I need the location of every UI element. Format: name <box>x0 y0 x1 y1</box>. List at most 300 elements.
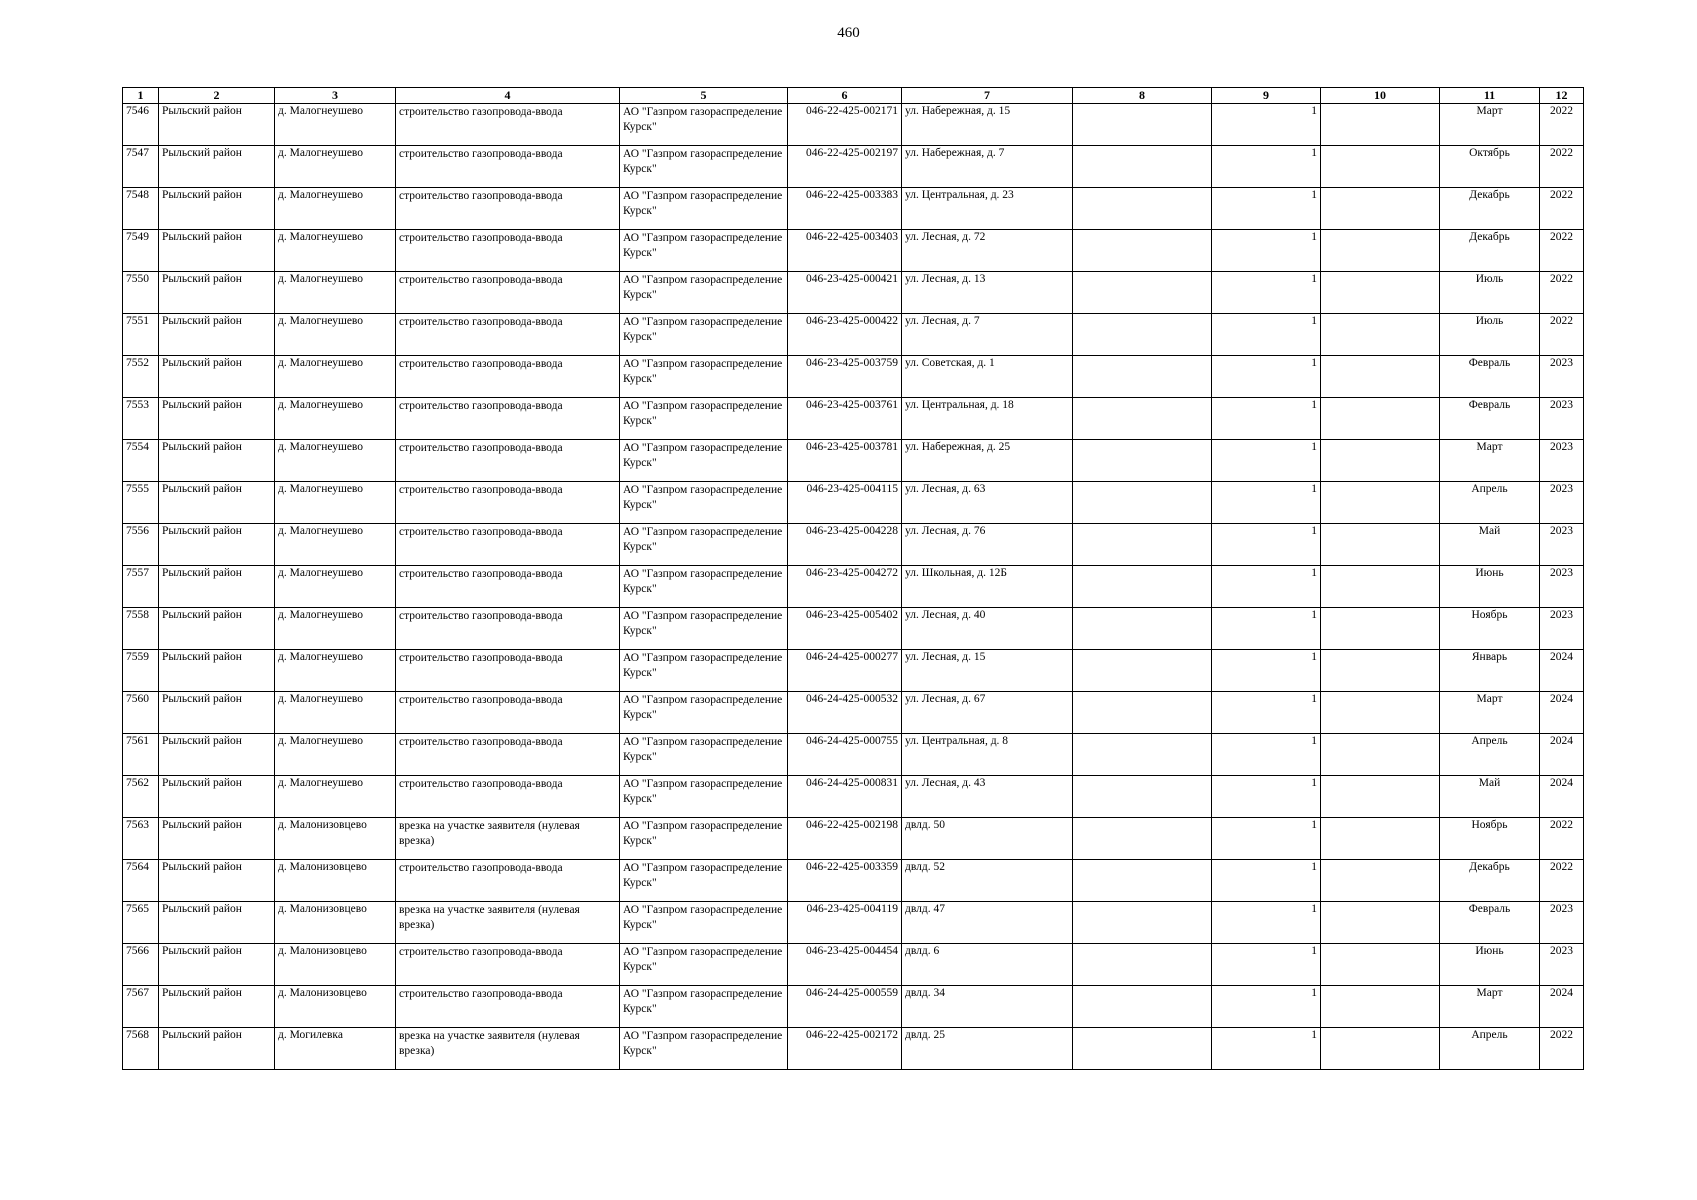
application-code-cell: 046-22-425-003403 <box>788 230 902 272</box>
column-8-cell <box>1073 230 1212 272</box>
work-type-cell: строительство газопровода-ввода <box>396 356 620 398</box>
work-type-cell: врезка на участке заявителя (нулевая врезка) <box>396 1028 620 1070</box>
month-cell: Март <box>1440 986 1540 1028</box>
quantity-cell: 1 <box>1212 734 1321 776</box>
table-row <box>123 902 1584 944</box>
address-cell: ул. Набережная, д. 7 <box>902 146 1073 188</box>
quantity-cell: 1 <box>1212 776 1321 818</box>
row-number-cell: 7551 <box>123 314 159 356</box>
column-header: 10 <box>1321 88 1440 104</box>
quantity-cell: 1 <box>1212 944 1321 986</box>
column-10-cell <box>1321 104 1440 146</box>
table-row <box>123 1028 1584 1070</box>
table-row <box>123 482 1584 524</box>
quantity-cell: 1 <box>1212 1028 1321 1070</box>
district-cell: Рыльский район <box>159 356 275 398</box>
district-cell: Рыльский район <box>159 398 275 440</box>
column-10-cell <box>1321 566 1440 608</box>
row-number-cell: 7566 <box>123 944 159 986</box>
organization-cell: АО "Газпром газораспределение Курск" <box>620 818 788 860</box>
quantity-cell: 1 <box>1212 314 1321 356</box>
column-8-cell <box>1073 608 1212 650</box>
column-8-cell <box>1073 776 1212 818</box>
application-code-cell: 046-23-425-000421 <box>788 272 902 314</box>
page-number: 460 <box>837 25 860 41</box>
organization-cell: АО "Газпром газораспределение Курск" <box>620 776 788 818</box>
year-cell: 2022 <box>1540 818 1584 860</box>
month-cell: Ноябрь <box>1440 818 1540 860</box>
locality-cell: д. Малогнеушево <box>275 104 396 146</box>
table-row <box>123 398 1584 440</box>
column-10-cell <box>1321 902 1440 944</box>
quantity-cell: 1 <box>1212 104 1321 146</box>
organization-cell: АО "Газпром газораспределение Курск" <box>620 944 788 986</box>
locality-cell: д. Малогнеушево <box>275 524 396 566</box>
application-code-cell: 046-23-425-005402 <box>788 608 902 650</box>
column-10-cell <box>1321 860 1440 902</box>
work-type-cell: строительство газопровода-ввода <box>396 860 620 902</box>
table-row <box>123 524 1584 566</box>
year-cell: 2023 <box>1540 356 1584 398</box>
row-number-cell: 7565 <box>123 902 159 944</box>
column-10-cell <box>1321 776 1440 818</box>
table-row <box>123 188 1584 230</box>
row-number-cell: 7552 <box>123 356 159 398</box>
quantity-cell: 1 <box>1212 440 1321 482</box>
year-cell: 2023 <box>1540 566 1584 608</box>
work-type-cell: строительство газопровода-ввода <box>396 566 620 608</box>
address-cell: двлд. 25 <box>902 1028 1073 1070</box>
year-cell: 2022 <box>1540 146 1584 188</box>
column-10-cell <box>1321 440 1440 482</box>
work-type-cell: строительство газопровода-ввода <box>396 188 620 230</box>
month-cell: Октябрь <box>1440 146 1540 188</box>
table-row <box>123 692 1584 734</box>
column-10-cell <box>1321 146 1440 188</box>
address-cell: ул. Лесная, д. 40 <box>902 608 1073 650</box>
column-header: 11 <box>1440 88 1540 104</box>
month-cell: Ноябрь <box>1440 608 1540 650</box>
quantity-cell: 1 <box>1212 482 1321 524</box>
column-8-cell <box>1073 314 1212 356</box>
month-cell: Февраль <box>1440 398 1540 440</box>
year-cell: 2022 <box>1540 314 1584 356</box>
address-cell: ул. Центральная, д. 18 <box>902 398 1073 440</box>
organization-cell: АО "Газпром газораспределение Курск" <box>620 860 788 902</box>
quantity-cell: 1 <box>1212 188 1321 230</box>
district-cell: Рыльский район <box>159 146 275 188</box>
work-type-cell: строительство газопровода-ввода <box>396 482 620 524</box>
locality-cell: д. Малогнеушево <box>275 776 396 818</box>
year-cell: 2022 <box>1540 1028 1584 1070</box>
table-row <box>123 818 1584 860</box>
month-cell: Декабрь <box>1440 230 1540 272</box>
column-10-cell <box>1321 818 1440 860</box>
organization-cell: АО "Газпром газораспределение Курск" <box>620 272 788 314</box>
district-cell: Рыльский район <box>159 902 275 944</box>
registry-table <box>122 87 1584 1070</box>
column-header: 1 <box>123 88 159 104</box>
locality-cell: д. Малогнеушево <box>275 230 396 272</box>
application-code-cell: 046-22-425-002197 <box>788 146 902 188</box>
column-8-cell <box>1073 482 1212 524</box>
work-type-cell: строительство газопровода-ввода <box>396 230 620 272</box>
row-number-cell: 7555 <box>123 482 159 524</box>
work-type-cell: строительство газопровода-ввода <box>396 314 620 356</box>
column-10-cell <box>1321 482 1440 524</box>
year-cell: 2022 <box>1540 860 1584 902</box>
quantity-cell: 1 <box>1212 524 1321 566</box>
year-cell: 2024 <box>1540 986 1584 1028</box>
month-cell: Май <box>1440 776 1540 818</box>
quantity-cell: 1 <box>1212 902 1321 944</box>
work-type-cell: строительство газопровода-ввода <box>396 272 620 314</box>
application-code-cell: 046-24-425-000277 <box>788 650 902 692</box>
month-cell: Январь <box>1440 650 1540 692</box>
work-type-cell: строительство газопровода-ввода <box>396 608 620 650</box>
row-number-cell: 7561 <box>123 734 159 776</box>
row-number-cell: 7560 <box>123 692 159 734</box>
address-cell: ул. Лесная, д. 7 <box>902 314 1073 356</box>
column-10-cell <box>1321 314 1440 356</box>
table-row <box>123 650 1584 692</box>
column-8-cell <box>1073 1028 1212 1070</box>
organization-cell: АО "Газпром газораспределение Курск" <box>620 902 788 944</box>
locality-cell: д. Малогнеушево <box>275 440 396 482</box>
column-10-cell <box>1321 272 1440 314</box>
application-code-cell: 046-23-425-003759 <box>788 356 902 398</box>
table-row <box>123 356 1584 398</box>
column-header: 7 <box>902 88 1073 104</box>
column-10-cell <box>1321 524 1440 566</box>
column-header: 8 <box>1073 88 1212 104</box>
quantity-cell: 1 <box>1212 650 1321 692</box>
column-8-cell <box>1073 734 1212 776</box>
table-row <box>123 146 1584 188</box>
column-8-cell <box>1073 146 1212 188</box>
district-cell: Рыльский район <box>159 734 275 776</box>
application-code-cell: 046-23-425-004272 <box>788 566 902 608</box>
address-cell: ул. Лесная, д. 76 <box>902 524 1073 566</box>
application-code-cell: 046-23-425-004454 <box>788 944 902 986</box>
column-header: 5 <box>620 88 788 104</box>
locality-cell: д. Могилевка <box>275 1028 396 1070</box>
address-cell: ул. Лесная, д. 72 <box>902 230 1073 272</box>
table-row <box>123 734 1584 776</box>
address-cell: ул. Лесная, д. 15 <box>902 650 1073 692</box>
column-10-cell <box>1321 608 1440 650</box>
table-row <box>123 104 1584 146</box>
column-8-cell <box>1073 272 1212 314</box>
organization-cell: АО "Газпром газораспределение Курск" <box>620 608 788 650</box>
organization-cell: АО "Газпром газораспределение Курск" <box>620 482 788 524</box>
address-cell: двлд. 34 <box>902 986 1073 1028</box>
month-cell: Март <box>1440 692 1540 734</box>
work-type-cell: строительство газопровода-ввода <box>396 440 620 482</box>
locality-cell: д. Малогнеушево <box>275 566 396 608</box>
month-cell: Март <box>1440 440 1540 482</box>
year-cell: 2022 <box>1540 272 1584 314</box>
table-row <box>123 944 1584 986</box>
application-code-cell: 046-23-425-000422 <box>788 314 902 356</box>
address-cell: двлд. 50 <box>902 818 1073 860</box>
column-header: 2 <box>159 88 275 104</box>
application-code-cell: 046-23-425-004119 <box>788 902 902 944</box>
district-cell: Рыльский район <box>159 524 275 566</box>
column-header: 6 <box>788 88 902 104</box>
organization-cell: АО "Газпром газораспределение Курск" <box>620 104 788 146</box>
year-cell: 2023 <box>1540 524 1584 566</box>
column-8-cell <box>1073 524 1212 566</box>
organization-cell: АО "Газпром газораспределение Курск" <box>620 692 788 734</box>
district-cell: Рыльский район <box>159 1028 275 1070</box>
year-cell: 2022 <box>1540 104 1584 146</box>
column-10-cell <box>1321 1028 1440 1070</box>
year-cell: 2022 <box>1540 188 1584 230</box>
column-8-cell <box>1073 860 1212 902</box>
quantity-cell: 1 <box>1212 608 1321 650</box>
district-cell: Рыльский район <box>159 608 275 650</box>
organization-cell: АО "Газпром газораспределение Курск" <box>620 566 788 608</box>
organization-cell: АО "Газпром газораспределение Курск" <box>620 524 788 566</box>
month-cell: Апрель <box>1440 1028 1540 1070</box>
month-cell: Июнь <box>1440 944 1540 986</box>
row-number-cell: 7564 <box>123 860 159 902</box>
locality-cell: д. Малогнеушево <box>275 146 396 188</box>
quantity-cell: 1 <box>1212 860 1321 902</box>
column-8-cell <box>1073 692 1212 734</box>
year-cell: 2023 <box>1540 902 1584 944</box>
district-cell: Рыльский район <box>159 440 275 482</box>
row-number-cell: 7547 <box>123 146 159 188</box>
address-cell: ул. Школьная, д. 12Б <box>902 566 1073 608</box>
work-type-cell: врезка на участке заявителя (нулевая врезка) <box>396 902 620 944</box>
application-code-cell: 046-22-425-003359 <box>788 860 902 902</box>
row-number-cell: 7548 <box>123 188 159 230</box>
column-10-cell <box>1321 986 1440 1028</box>
address-cell: ул. Набережная, д. 25 <box>902 440 1073 482</box>
quantity-cell: 1 <box>1212 146 1321 188</box>
address-cell: двлд. 6 <box>902 944 1073 986</box>
column-10-cell <box>1321 188 1440 230</box>
address-cell: ул. Набережная, д. 15 <box>902 104 1073 146</box>
month-cell: Апрель <box>1440 482 1540 524</box>
organization-cell: АО "Газпром газораспределение Курск" <box>620 230 788 272</box>
address-cell: двлд. 52 <box>902 860 1073 902</box>
work-type-cell: врезка на участке заявителя (нулевая врезка) <box>396 818 620 860</box>
quantity-cell: 1 <box>1212 398 1321 440</box>
year-cell: 2024 <box>1540 692 1584 734</box>
month-cell: Декабрь <box>1440 188 1540 230</box>
column-header: 4 <box>396 88 620 104</box>
organization-cell: АО "Газпром газораспределение Курск" <box>620 398 788 440</box>
address-cell: ул. Центральная, д. 8 <box>902 734 1073 776</box>
column-8-cell <box>1073 188 1212 230</box>
quantity-cell: 1 <box>1212 356 1321 398</box>
organization-cell: АО "Газпром газораспределение Курск" <box>620 650 788 692</box>
column-8-cell <box>1073 356 1212 398</box>
district-cell: Рыльский район <box>159 188 275 230</box>
month-cell: Апрель <box>1440 734 1540 776</box>
organization-cell: АО "Газпром газораспределение Курск" <box>620 440 788 482</box>
quantity-cell: 1 <box>1212 692 1321 734</box>
table-row <box>123 440 1584 482</box>
address-cell: ул. Лесная, д. 13 <box>902 272 1073 314</box>
year-cell: 2023 <box>1540 608 1584 650</box>
column-8-cell <box>1073 566 1212 608</box>
district-cell: Рыльский район <box>159 482 275 524</box>
month-cell: Февраль <box>1440 902 1540 944</box>
district-cell: Рыльский район <box>159 692 275 734</box>
district-cell: Рыльский район <box>159 818 275 860</box>
locality-cell: д. Малогнеушево <box>275 188 396 230</box>
application-code-cell: 046-23-425-003761 <box>788 398 902 440</box>
row-number-cell: 7553 <box>123 398 159 440</box>
locality-cell: д. Малогнеушево <box>275 650 396 692</box>
column-header: 9 <box>1212 88 1321 104</box>
locality-cell: д. Малонизовцево <box>275 986 396 1028</box>
locality-cell: д. Малогнеушево <box>275 272 396 314</box>
column-10-cell <box>1321 356 1440 398</box>
column-8-cell <box>1073 944 1212 986</box>
district-cell: Рыльский район <box>159 314 275 356</box>
table-body <box>123 104 1584 1070</box>
column-10-cell <box>1321 398 1440 440</box>
quantity-cell: 1 <box>1212 566 1321 608</box>
column-10-cell <box>1321 650 1440 692</box>
quantity-cell: 1 <box>1212 818 1321 860</box>
work-type-cell: строительство газопровода-ввода <box>396 398 620 440</box>
work-type-cell: строительство газопровода-ввода <box>396 734 620 776</box>
quantity-cell: 1 <box>1212 272 1321 314</box>
work-type-cell: строительство газопровода-ввода <box>396 146 620 188</box>
column-10-cell <box>1321 734 1440 776</box>
month-cell: Июнь <box>1440 566 1540 608</box>
organization-cell: АО "Газпром газораспределение Курск" <box>620 1028 788 1070</box>
column-header: 3 <box>275 88 396 104</box>
column-8-cell <box>1073 902 1212 944</box>
address-cell: ул. Центральная, д. 23 <box>902 188 1073 230</box>
locality-cell: д. Малонизовцево <box>275 944 396 986</box>
quantity-cell: 1 <box>1212 230 1321 272</box>
column-10-cell <box>1321 692 1440 734</box>
district-cell: Рыльский район <box>159 566 275 608</box>
address-cell: ул. Лесная, д. 43 <box>902 776 1073 818</box>
district-cell: Рыльский район <box>159 860 275 902</box>
row-number-cell: 7559 <box>123 650 159 692</box>
row-number-cell: 7546 <box>123 104 159 146</box>
address-cell: ул. Лесная, д. 63 <box>902 482 1073 524</box>
column-8-cell <box>1073 986 1212 1028</box>
month-cell: Июль <box>1440 272 1540 314</box>
month-cell: Декабрь <box>1440 860 1540 902</box>
year-cell: 2023 <box>1540 944 1584 986</box>
application-code-cell: 046-22-425-002172 <box>788 1028 902 1070</box>
year-cell: 2024 <box>1540 650 1584 692</box>
locality-cell: д. Малогнеушево <box>275 734 396 776</box>
application-code-cell: 046-24-425-000559 <box>788 986 902 1028</box>
month-cell: Июль <box>1440 314 1540 356</box>
year-cell: 2024 <box>1540 734 1584 776</box>
application-code-cell: 046-24-425-000755 <box>788 734 902 776</box>
organization-cell: АО "Газпром газораспределение Курск" <box>620 314 788 356</box>
locality-cell: д. Малонизовцево <box>275 860 396 902</box>
year-cell: 2024 <box>1540 776 1584 818</box>
month-cell: Февраль <box>1440 356 1540 398</box>
row-number-cell: 7568 <box>123 1028 159 1070</box>
row-number-cell: 7558 <box>123 608 159 650</box>
work-type-cell: строительство газопровода-ввода <box>396 524 620 566</box>
organization-cell: АО "Газпром газораспределение Курск" <box>620 188 788 230</box>
table-row <box>123 986 1584 1028</box>
organization-cell: АО "Газпром газораспределение Курск" <box>620 986 788 1028</box>
district-cell: Рыльский район <box>159 650 275 692</box>
locality-cell: д. Малогнеушево <box>275 692 396 734</box>
row-number-cell: 7549 <box>123 230 159 272</box>
column-8-cell <box>1073 440 1212 482</box>
month-cell: Май <box>1440 524 1540 566</box>
work-type-cell: строительство газопровода-ввода <box>396 692 620 734</box>
application-code-cell: 046-22-425-002198 <box>788 818 902 860</box>
organization-cell: АО "Газпром газораспределение Курск" <box>620 734 788 776</box>
application-code-cell: 046-24-425-000831 <box>788 776 902 818</box>
locality-cell: д. Малогнеушево <box>275 608 396 650</box>
address-cell: двлд. 47 <box>902 902 1073 944</box>
work-type-cell: строительство газопровода-ввода <box>396 944 620 986</box>
locality-cell: д. Малонизовцево <box>275 902 396 944</box>
header-row <box>123 88 1584 104</box>
column-8-cell <box>1073 650 1212 692</box>
year-cell: 2022 <box>1540 230 1584 272</box>
month-cell: Март <box>1440 104 1540 146</box>
district-cell: Рыльский район <box>159 272 275 314</box>
work-type-cell: строительство газопровода-ввода <box>396 986 620 1028</box>
column-10-cell <box>1321 230 1440 272</box>
district-cell: Рыльский район <box>159 104 275 146</box>
column-header: 12 <box>1540 88 1584 104</box>
district-cell: Рыльский район <box>159 986 275 1028</box>
column-8-cell <box>1073 398 1212 440</box>
table-row <box>123 860 1584 902</box>
application-code-cell: 046-24-425-000532 <box>788 692 902 734</box>
address-cell: ул. Советская, д. 1 <box>902 356 1073 398</box>
quantity-cell: 1 <box>1212 986 1321 1028</box>
column-10-cell <box>1321 944 1440 986</box>
application-code-cell: 046-22-425-002171 <box>788 104 902 146</box>
application-code-cell: 046-22-425-003383 <box>788 188 902 230</box>
row-number-cell: 7563 <box>123 818 159 860</box>
row-number-cell: 7550 <box>123 272 159 314</box>
application-code-cell: 046-23-425-004228 <box>788 524 902 566</box>
work-type-cell: строительство газопровода-ввода <box>396 104 620 146</box>
locality-cell: д. Малогнеушево <box>275 356 396 398</box>
row-number-cell: 7554 <box>123 440 159 482</box>
district-cell: Рыльский район <box>159 776 275 818</box>
organization-cell: АО "Газпром газораспределение Курск" <box>620 356 788 398</box>
table-row <box>123 230 1584 272</box>
organization-cell: АО "Газпром газораспределение Курск" <box>620 146 788 188</box>
work-type-cell: строительство газопровода-ввода <box>396 650 620 692</box>
table-row <box>123 314 1584 356</box>
row-number-cell: 7557 <box>123 566 159 608</box>
column-8-cell <box>1073 104 1212 146</box>
application-code-cell: 046-23-425-004115 <box>788 482 902 524</box>
table-row <box>123 776 1584 818</box>
row-number-cell: 7556 <box>123 524 159 566</box>
year-cell: 2023 <box>1540 440 1584 482</box>
year-cell: 2023 <box>1540 398 1584 440</box>
locality-cell: д. Малонизовцево <box>275 818 396 860</box>
